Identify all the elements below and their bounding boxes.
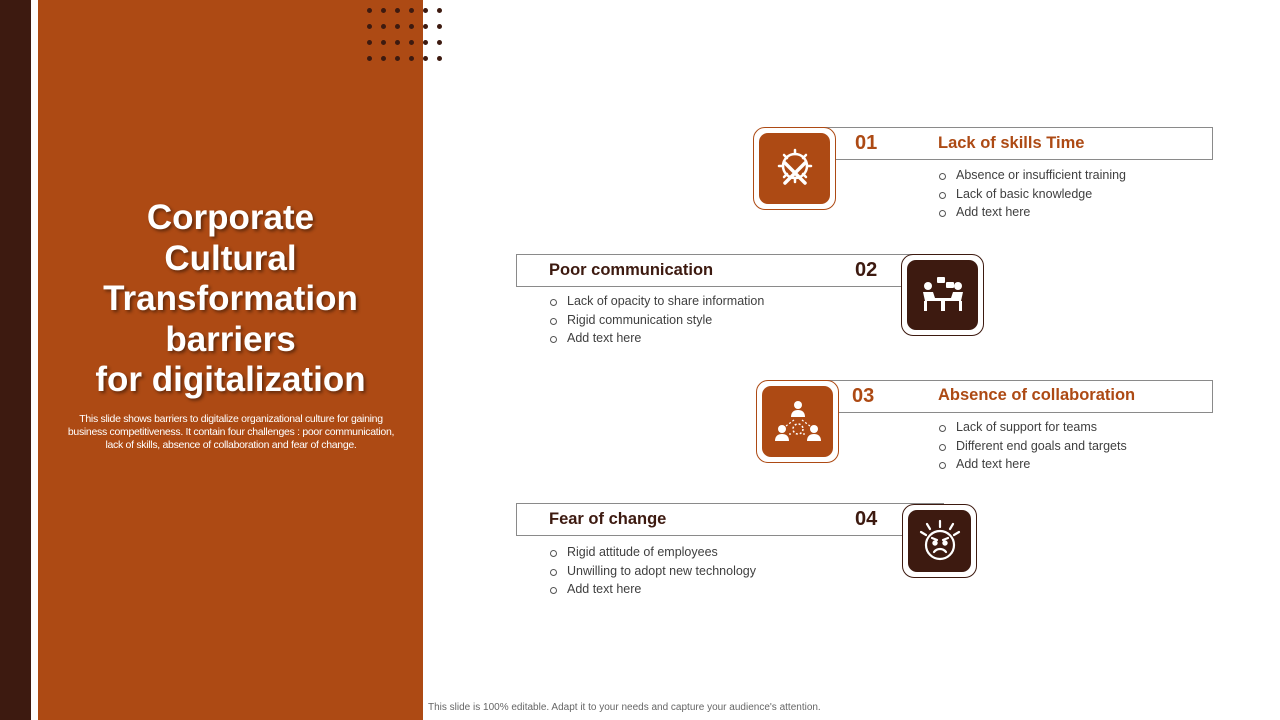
bullet-item: Rigid communication style: [549, 311, 764, 330]
icon-frame-04: [902, 504, 977, 578]
item-number-04: 04: [855, 508, 878, 530]
bullet-list-02: [549, 292, 764, 348]
bullet-item: Add text here: [549, 580, 756, 599]
icon-frame-03: [756, 380, 839, 463]
gear-tools-icon: [772, 146, 818, 192]
dark-side-strip: [0, 0, 31, 720]
title-line: Transformation: [103, 279, 358, 318]
icon-frame-02: [901, 254, 984, 336]
icon-frame-01: [753, 127, 836, 210]
slide-title: [38, 198, 423, 401]
team-network-icon: [773, 399, 823, 445]
bullet-item: Rigid attitude of employees: [549, 543, 756, 562]
title-line: for digitalization: [95, 360, 366, 399]
item-heading-02: Poor communication: [549, 261, 714, 279]
item-heading-04: Fear of change: [549, 510, 667, 528]
bullet-item: Add text here: [549, 329, 764, 348]
bullet-item: Unwilling to adopt new technology: [549, 562, 756, 581]
title-line: Cultural: [164, 238, 297, 278]
bullet-list-03: [938, 418, 1127, 474]
title-line: barriers: [165, 319, 296, 359]
item-number-02: 02: [855, 259, 878, 281]
title-line: Corporate: [146, 198, 315, 237]
bullet-item: Lack of opacity to share information: [549, 292, 764, 311]
bullet-item: Add text here: [938, 203, 1126, 222]
item-heading-03: Absence of collaboration: [938, 386, 1136, 404]
meeting-table-icon: [919, 273, 967, 317]
decorative-dot-grid: [367, 8, 442, 61]
item-heading-01: Lack of skills Time: [938, 134, 1085, 152]
item-number-03: 03: [852, 385, 875, 407]
slide-subtitle: This slide shows barriers to digitalize organizational culture for gaining business competitiveness. It contain four challenges : poor communication, lack of skills, absence of collaboration and fear of change.: [67, 413, 395, 451]
bullet-item: Add text here: [938, 455, 1127, 474]
bullet-item: Different end goals and targets: [938, 437, 1127, 456]
bullet-item: Lack of basic knowledge: [938, 185, 1126, 204]
footer-note: This slide is 100% editable. Adapt it to your needs and capture your audience's attention.: [428, 702, 821, 713]
worried-face-icon: [917, 518, 963, 564]
bullet-list-01: [938, 166, 1126, 222]
bullet-list-04: [549, 543, 756, 599]
item-number-01: 01: [855, 132, 878, 154]
bullet-item: Absence or insufficient training: [938, 166, 1126, 185]
bullet-item: Lack of support for teams: [938, 418, 1127, 437]
